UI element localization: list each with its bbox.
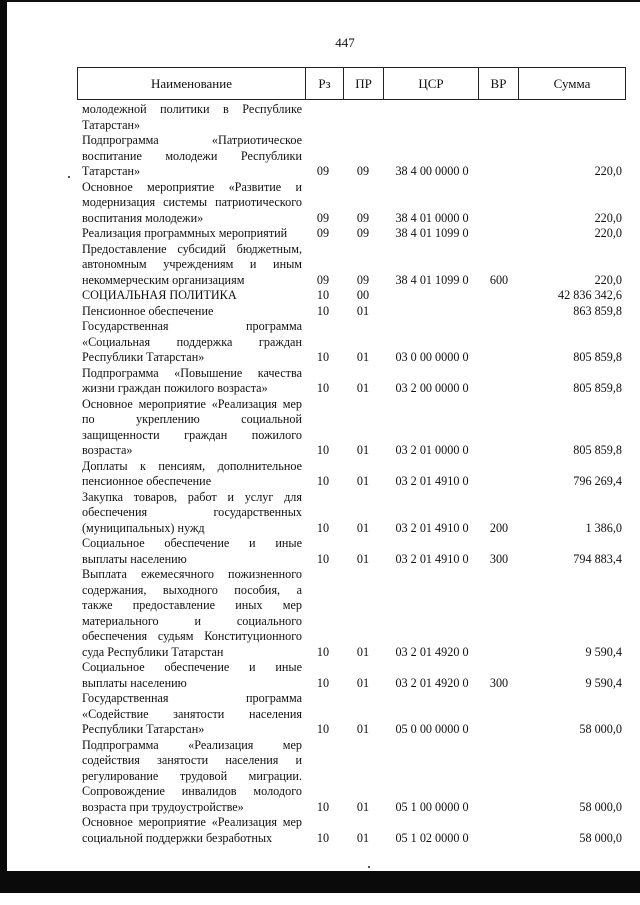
row-name-line: Социальное обеспечение и иные [82,536,302,550]
row-sum: 220,0 [594,210,622,225]
row-pr: 09 [356,272,370,287]
row-rz: 09 [316,226,330,240]
row-vr: 300 [489,675,509,690]
row-name [82,180,302,227]
row-pr: 01 [356,722,370,736]
row-csr: 03 2 01 4920 0 [395,644,469,659]
row-name-line: Татарстан» [82,164,141,178]
row-name-line: «Содействие занятости населения [82,706,302,721]
row-name-line: модернизация системы патриотического [82,195,302,209]
row-name-line: Республики Татарстан» [82,350,205,364]
row-sum: 220,0 [594,226,622,240]
row-rz: 09 [316,272,330,287]
row-pr: 01 [356,381,370,395]
row-name-line: воспитания молодежи» [82,210,204,225]
header-rz: Рз [305,67,344,100]
row-name [82,226,302,242]
row-sum: 805 859,8 [573,350,622,364]
row-name [82,660,302,691]
row-name-line: жизни граждан пожилого возраста» [82,381,268,395]
row-pr: 01 [356,799,370,814]
row-name-line: (муниципальных) нужд [82,520,205,535]
row-csr: 03 2 01 4910 0 [395,551,469,566]
row-name-line: Государственная программа [82,691,302,705]
header-pr: ПР [343,67,384,100]
scan-speck [68,176,70,178]
row-name-line: Реализация программных мероприятий [82,226,288,240]
row-pr: 01 [356,675,370,690]
row-sum: 794 883,4 [573,551,622,566]
row-pr: 09 [356,226,370,240]
row-name [82,738,302,816]
row-name-line: выплаты населению [82,675,187,690]
row-name [82,366,302,397]
row-rz: 10 [316,799,330,814]
row-name-line: защищенности граждан пожилого [82,427,302,442]
row-name-line: некоммерческим организациям [82,272,245,287]
row-csr: 05 1 02 0000 0 [395,830,469,845]
row-name-line: СОЦИАЛЬНАЯ ПОЛИТИКА [82,288,237,302]
row-name [82,567,302,660]
row-pr: 01 [356,474,370,488]
row-name-line: Доплаты к пенсиям, дополнительное [82,458,302,473]
row-name-line: социальной поддержки безработных [82,830,273,845]
row-name [82,459,302,490]
header-vr: ВР [478,67,519,100]
row-name-line: Основное мероприятие «Реализация мер [82,815,302,829]
row-csr: 38 4 01 1099 0 [395,226,469,240]
row-sum: 796 269,4 [573,474,622,488]
row-name-line: регулирование трудовой миграции. [82,768,302,783]
row-name [82,102,302,133]
row-name [82,319,302,366]
row-name-line: автономным учреждениям и иным [82,257,302,271]
row-vr: 200 [489,520,509,535]
row-csr: 05 0 00 0000 0 [395,722,469,736]
row-pr: 01 [356,520,370,535]
row-pr: 01 [356,303,370,318]
row-csr: 03 2 00 0000 0 [395,381,469,395]
row-name-line: выплаты населению [82,551,187,566]
scan-edge-bottom [0,871,640,893]
row-rz: 10 [316,520,330,535]
row-name-line: Государственная программа [82,319,302,333]
row-name-line: Основное мероприятие «Развитие и [82,179,302,194]
row-rz: 09 [316,210,330,225]
header-csr: ЦСР [383,67,479,100]
row-sum: 805 859,8 [573,381,622,395]
row-csr: 03 2 01 4910 0 [395,520,469,535]
row-sum: 9 590,4 [585,644,622,659]
row-sum: 58 000,0 [579,722,622,736]
row-pr: 01 [356,644,370,659]
page-number: 447 [335,35,355,50]
row-name-line: также предоставление иных мер [82,598,302,612]
row-pr: 01 [356,350,370,364]
row-name-line: содержания, выходного пособия, а [82,582,302,597]
row-rz: 10 [316,288,330,302]
row-sum: 42 836 342,6 [558,288,622,302]
row-name [82,815,302,846]
row-name [82,304,302,320]
row-sum: 220,0 [594,164,622,178]
scan-edge-left [0,0,7,893]
row-name-line: Основное мероприятие «Реализация мер [82,396,302,411]
row-name-line: пенсионное обеспечение [82,474,212,488]
scan-speck [368,866,370,868]
row-rz: 09 [316,164,330,178]
row-name-line: возраста при трудоустройстве» [82,799,244,814]
row-rz: 10 [316,474,330,488]
row-csr: 03 2 01 4910 0 [395,474,469,488]
row-name-line: Закупка товаров, работ и услуг для [82,489,302,504]
header-sum: Сумма [518,67,626,100]
row-csr: 38 4 00 0000 0 [395,164,469,178]
row-name-line: молодежной политики в Республике [82,102,302,116]
row-name-line: Предоставление субсидий бюджетным, [82,241,302,256]
row-name [82,691,302,738]
row-name-line: Республики Татарстан» [82,722,205,736]
row-csr: 05 1 00 0000 0 [395,799,469,814]
row-name [82,288,302,304]
row-name [82,536,302,567]
row-sum: 863 859,8 [573,303,622,318]
row-name-line: Подпрограмма «Патриотическое [82,133,302,147]
row-name-line: по укреплению социальной [82,412,302,426]
row-name [82,133,302,180]
row-sum: 58 000,0 [579,830,622,845]
row-rz: 10 [316,551,330,566]
row-csr: 03 0 00 0000 0 [395,350,469,364]
row-name-line: суда Республики Татарстан [82,644,224,659]
row-vr: 300 [489,551,509,566]
row-name-line: Татарстан» [82,117,141,132]
row-sum: 805 859,8 [573,443,622,457]
row-pr: 09 [356,164,370,178]
row-rz: 10 [316,830,330,845]
row-rz: 10 [316,644,330,659]
row-sum: 58 000,0 [579,799,622,814]
row-rz: 10 [316,381,330,395]
row-csr: 03 2 01 0000 0 [395,443,469,457]
row-name-line: Пенсионное обеспечение [82,303,214,318]
row-name-line: Выплата ежемесячного пожизненного [82,567,302,581]
row-sum: 220,0 [594,272,622,287]
row-rz: 10 [316,443,330,457]
row-pr: 01 [356,443,370,457]
row-name-line: воспитание молодежи Республики [82,148,302,163]
row-name-line: Сопровождение инвалидов молодого [82,784,302,798]
row-name [82,242,302,289]
row-sum: 1 386,0 [585,520,622,535]
row-csr: 03 2 01 4920 0 [395,675,469,690]
row-rz: 10 [316,675,330,690]
row-sum: 9 590,4 [585,675,622,690]
row-name-line: Подпрограмма «Повышение качества [82,365,302,380]
row-name-line: обеспечения судьям Конституционного [82,629,302,643]
row-pr: 00 [356,288,370,302]
row-name-line: возраста» [82,443,133,457]
row-vr: 600 [489,272,509,287]
row-csr: 38 4 01 1099 0 [395,272,469,287]
row-name-line: обеспечения государственных [82,505,302,519]
row-name-line: содействия занятости населения и [82,753,302,767]
scan-edge-top [0,0,640,2]
row-name-line: материального и социального [82,613,302,628]
row-pr: 01 [356,551,370,566]
row-name-line: «Социальная поддержка граждан [82,334,302,349]
row-rz: 10 [316,722,330,736]
row-name [82,397,302,459]
row-name-line: Подпрограмма «Реализация мер [82,737,302,752]
row-pr: 09 [356,210,370,225]
row-rz: 10 [316,303,330,318]
row-name [82,490,302,537]
header-name: Наименование [77,67,306,100]
row-rz: 10 [316,350,330,364]
row-name-line: Социальное обеспечение и иные [82,660,302,674]
row-csr: 38 4 01 0000 0 [395,210,469,225]
row-pr: 01 [356,830,370,845]
